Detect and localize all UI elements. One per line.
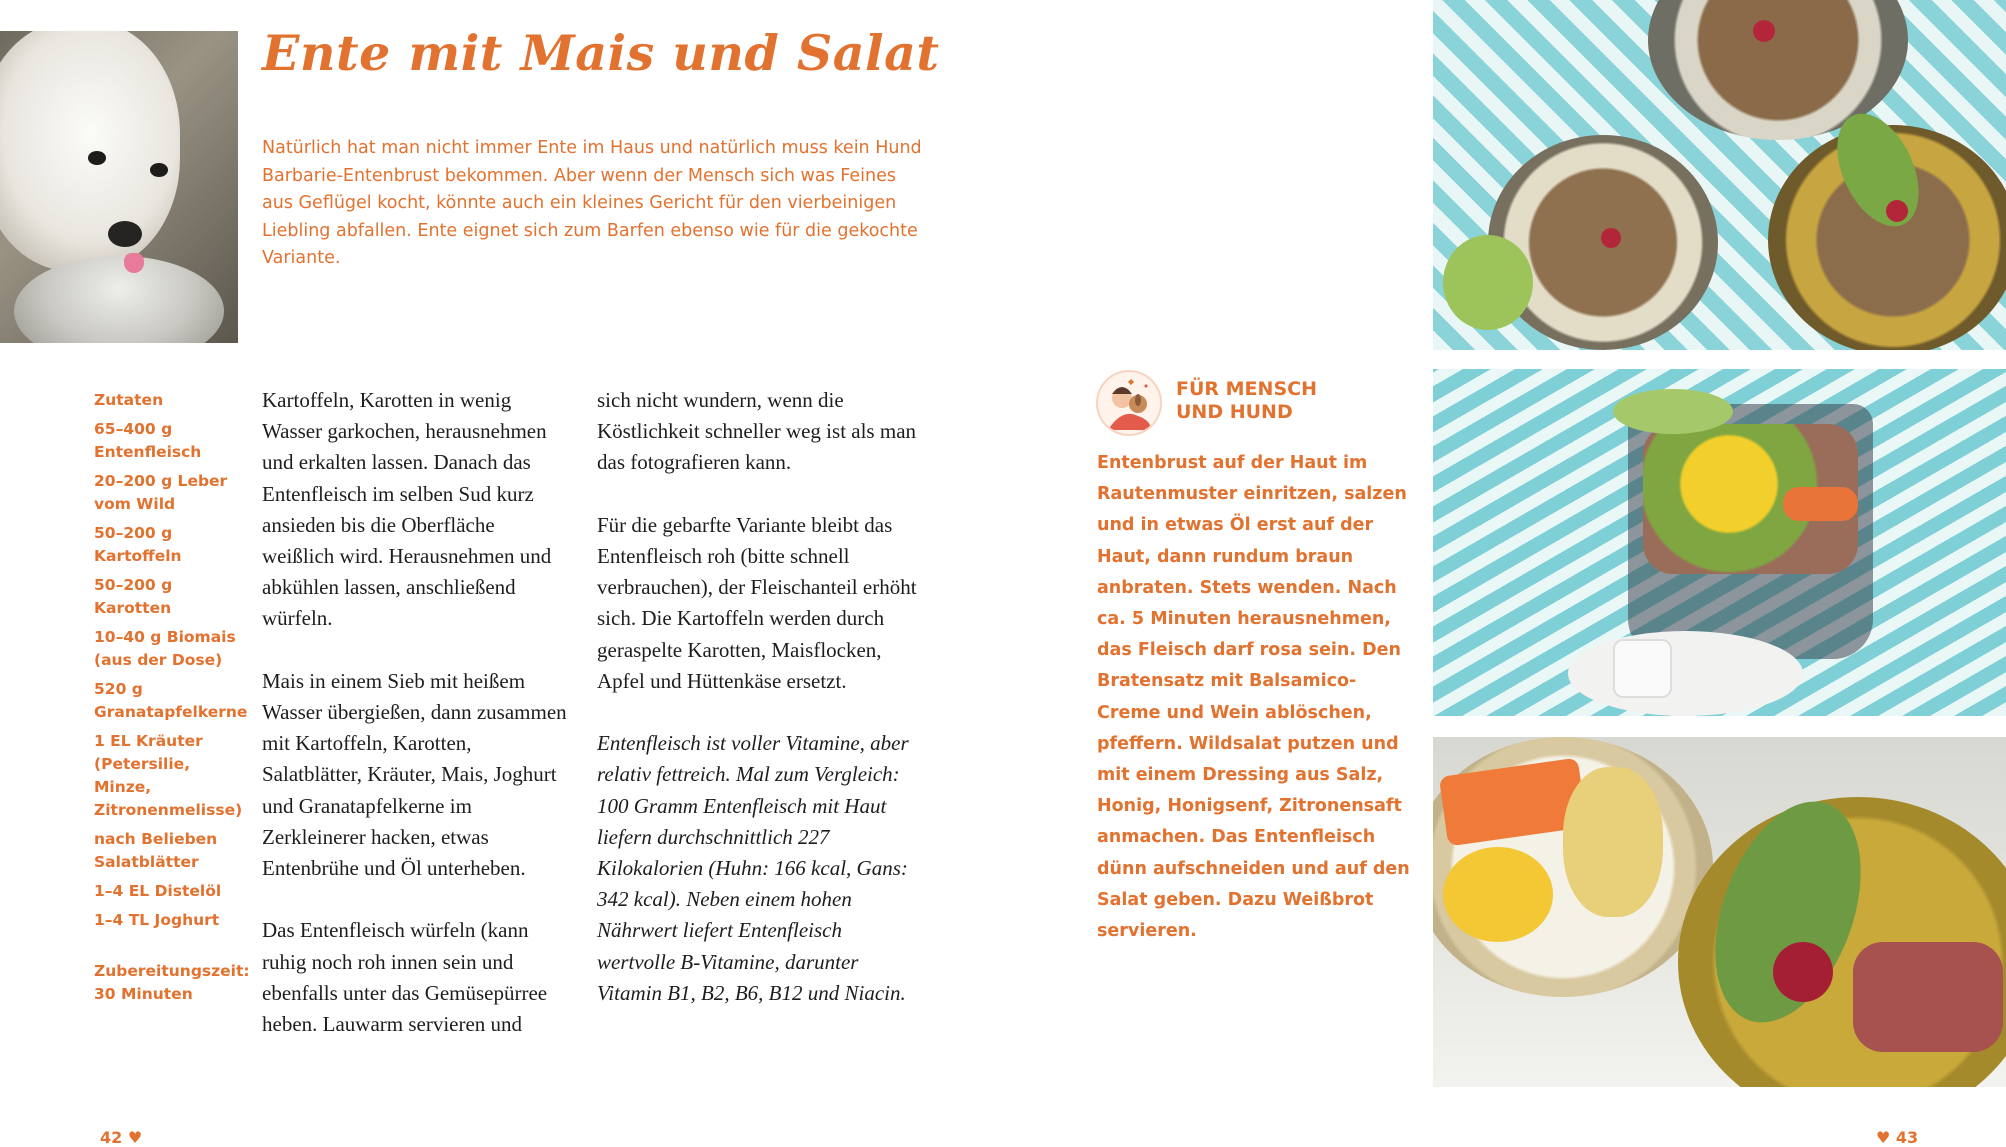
prep-time-label: Zubereitungszeit: bbox=[94, 962, 250, 980]
page-number-left bbox=[100, 1128, 142, 1147]
ingredient-item: 1 EL Kräuter (Petersilie, Minze, Zitronenmelisse) bbox=[94, 732, 243, 819]
ingredient-item: 1–4 EL Distelöl bbox=[94, 882, 222, 900]
food-photo-glass bbox=[1433, 369, 2006, 716]
food-photo-bowls bbox=[1433, 0, 2006, 350]
ingredient-item: 1–4 TL Joghurt bbox=[94, 911, 220, 929]
tip-body: Entenbrust auf der Haut im Rautenmuster einritzen, salzen und in etwas Öl erst auf der Haut, dann rundum braun anbraten. Stets wenden. Nach ca. 5 Minuten herausnehmen, das Fleisch darf rosa sein. Den Bratensatz mit Balsamico-Creme und Wein ablöschen, pfeffern. Wildsalat putzen und mit einem Dressing aus Salz, Honig, Honigsenf, Zitronensaft anmachen. Das Entenfleisch dünn aufschneiden und auf den Salat geben. Dazu Weißbrot servieren. bbox=[1097, 453, 1410, 942]
heart-icon: ♥ bbox=[122, 1128, 143, 1147]
body-column-1 bbox=[262, 385, 572, 1071]
tip-title bbox=[1176, 378, 1317, 424]
page-number-right bbox=[1876, 1128, 1918, 1147]
ingredient-item: 50–200 g Karotten bbox=[94, 576, 173, 617]
ingredient-item: 10–40 g Biomais (aus der Dose) bbox=[94, 628, 236, 669]
food-photo-plate bbox=[1433, 737, 2006, 1087]
ingredient-item: 520 g Granatapfelkerne bbox=[94, 680, 248, 721]
paragraph: Mais in einem Sieb mit heißem Wasser übergießen, dann zusammen mit Kartoffeln, Karotten, Salatblätter, Kräuter, Mais, Joghurt und Granatapfelkerne im Zerkleinerer hacken, etwas Entenbrühe und Öl unterheben. bbox=[262, 668, 567, 881]
ingredient-item: 20–200 g Leber vom Wild bbox=[94, 472, 228, 513]
tip-title-line: FÜR MENSCH bbox=[1176, 378, 1317, 400]
ingredients-heading: Zutaten bbox=[94, 391, 164, 409]
paragraph: Das Entenfleisch würfeln (kann ruhig noch roh innen sein und ebenfalls unter das Gemüsepürree heben. Lauwarm servieren und bbox=[262, 918, 548, 1037]
prep-time-value: 30 Minuten bbox=[94, 985, 193, 1003]
info-paragraph: Entenfleisch ist voller Vitamine, aber relativ fettreich. Mal zum Vergleich: 100 Gramm Entenfleisch mit Haut liefern durchschnittlich 227 Kilokalorien (Huhn: 166 kcal, Gans: 342 kcal). Neben einem hohen Nährwert liefert Entenfleisch wertvolle B-Vitamine, darunter Vitamin B1, B2, B6, B12 und Niacin. bbox=[597, 731, 909, 1005]
body-column-2 bbox=[597, 385, 917, 1040]
ingredients-list bbox=[94, 389, 250, 1006]
page-number: 43 bbox=[1895, 1128, 1919, 1147]
ingredient-item: 50–200 g Kartoffeln bbox=[94, 524, 182, 565]
page-title: Ente mit Mais und Salat bbox=[262, 24, 940, 82]
person-dog-hug-icon bbox=[1096, 370, 1162, 436]
paragraph: sich nicht wundern, wenn die Köstlichkeit schneller weg ist als man das fotografieren kann. bbox=[597, 388, 917, 475]
intro-text: Natürlich hat man nicht immer Ente im Haus und natürlich muss kein Hund Barbarie-Entenbrust bekommen. Aber wenn der Mensch sich was Feines aus Geflügel kocht, könnte auch ein kleines Gericht für den vierbeinigen Liebling abfallen. Ente eignet sich zum Barfen ebenso wie für die gekochte Variante. bbox=[262, 138, 922, 268]
page-number: 42 bbox=[100, 1128, 123, 1147]
heart-icon: ♥ bbox=[1876, 1128, 1896, 1147]
paragraph: Für die gebarfte Variante bleibt das Entenfleisch roh (bitte schnell verbrauchen), der Fleischanteil erhöht sich. Die Kartoffeln werden durch geraspelte Karotten, Maisflocken, Apfel und Hüttenkäse ersetzt. bbox=[597, 512, 917, 693]
paragraph: Kartoffeln, Karotten in wenig Wasser garkochen, herausnehmen und erkalten lassen. Danach das Entenfleisch im selben Sud kurz ansieden bis die Oberfläche weißlich wird. Herausnehmen und abkühlen lassen, anschließend würfeln. bbox=[262, 388, 552, 631]
tip-title-line: UND HUND bbox=[1176, 401, 1293, 423]
ingredient-item: nach Belieben Salatblätter bbox=[94, 830, 218, 871]
dog-photo bbox=[0, 31, 238, 343]
ingredient-item: 65–400 g Entenfleisch bbox=[94, 420, 202, 461]
